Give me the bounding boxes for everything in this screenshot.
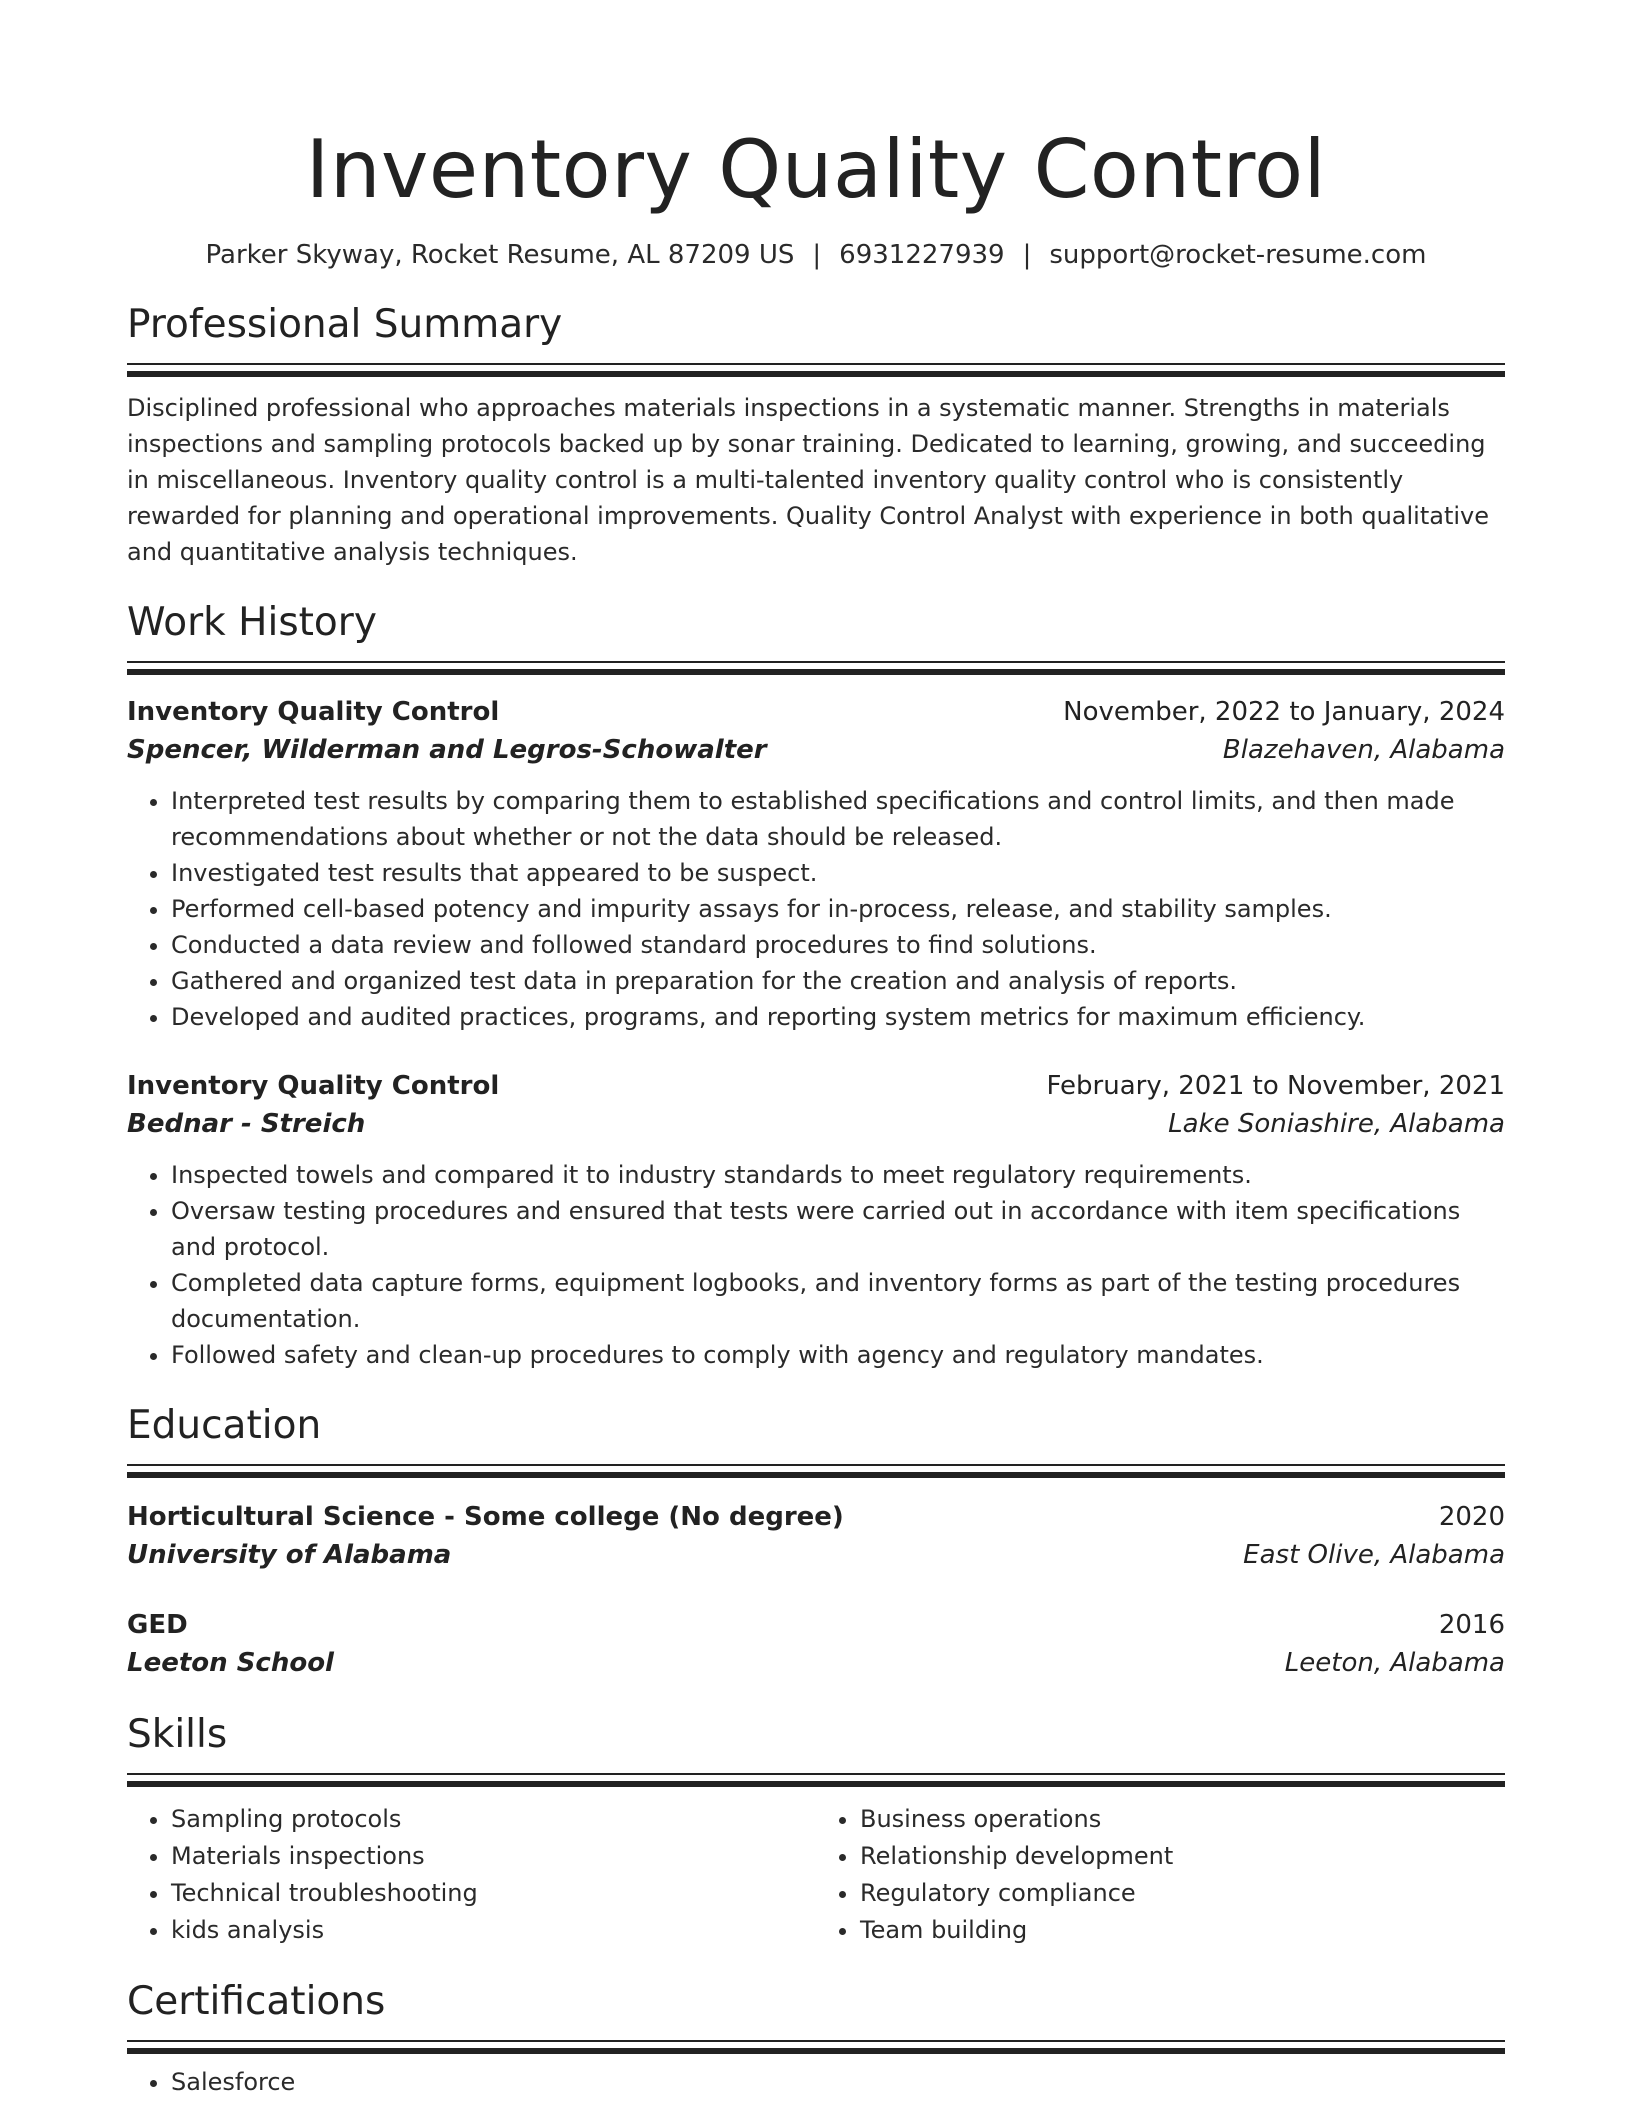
job-dates: November, 2022 to January, 2024: [1063, 697, 1505, 727]
job-bullet: • Performed cell-based potency and impurity assays for in-process, release, and stability samples.: [171, 891, 1505, 927]
job-bullet: • Conducted a data review and followed standard procedures to find solutions.: [171, 927, 1505, 963]
education-year: 2016: [1438, 1610, 1505, 1640]
education-degree: GED: [127, 1610, 188, 1640]
job-bullet: • Gathered and organized test data in preparation for the creation and analysis of reports.: [171, 963, 1505, 999]
section-divider: [127, 2040, 1505, 2054]
education-section: [127, 1401, 1505, 1682]
job-bullet: • Oversaw testing procedures and ensured that tests were carried out in accordance with item specifications and protocol.: [171, 1193, 1505, 1265]
job-company: Bednar - Streich: [127, 1109, 366, 1139]
job-bullet: • Followed safety and clean-up procedures to comply with agency and regulatory mandates.: [171, 1337, 1505, 1373]
contact-separator: |: [1022, 240, 1032, 270]
job-bullet: • Investigated test results that appeared to be suspect.: [171, 855, 1505, 891]
skill-item: • Business operations: [860, 1801, 1505, 1838]
resume-name: Inventory Quality Control: [305, 123, 1327, 216]
job-location: Lake Soniashire, Alabama: [1168, 1109, 1505, 1139]
job-bullets: [127, 1157, 1505, 1373]
section-divider: [127, 363, 1505, 377]
certifications-heading: Certifications: [127, 1979, 386, 2024]
skill-item: • Materials inspections: [171, 1838, 816, 1875]
job-bullets: [127, 783, 1505, 1035]
education-degree: Horticultural Science - Some college (No degree): [127, 1502, 844, 1532]
summary-heading: Professional Summary: [127, 302, 563, 347]
job-entry: [127, 1067, 1505, 1373]
skills-grid: [127, 1801, 1505, 1949]
certifications-section: [127, 1977, 1505, 2100]
contact-line: [127, 238, 1505, 272]
education-heading: Education: [127, 1403, 322, 1448]
education-entry: [127, 1498, 1505, 1574]
job-bullet: • Inspected towels and compared it to industry standards to meet regulatory requirements.: [171, 1157, 1505, 1193]
job-bullet: • Interpreted test results by comparing them to established specifications and control limits, and then made recommendations about whether or not the data should be released.: [171, 783, 1505, 855]
certifications-list: [127, 2064, 1505, 2100]
job-bullet: • Developed and audited practices, programs, and reporting system metrics for maximum efficiency.: [171, 999, 1505, 1035]
education-location: East Olive, Alabama: [1243, 1540, 1505, 1570]
skill-item: • Sampling protocols: [171, 1801, 816, 1838]
section-divider: [127, 1464, 1505, 1478]
job-title: Inventory Quality Control: [127, 697, 500, 727]
job-location: Blazehaven, Alabama: [1222, 735, 1505, 765]
education-school: University of Alabama: [127, 1540, 452, 1570]
contact-phone: 6931227939: [839, 240, 1005, 270]
section-divider: [127, 661, 1505, 675]
skill-item: • Team building: [860, 1912, 1505, 1949]
skill-item: • Technical troubleshooting: [171, 1875, 816, 1912]
skills-section: [127, 1710, 1505, 1949]
summary-section: [127, 300, 1505, 570]
contact-separator: |: [812, 240, 822, 270]
contact-address: Parker Skyway, Rocket Resume, AL 87209 US: [205, 240, 795, 270]
job-company: Spencer, Wilderman and Legros-Schowalter: [127, 735, 767, 765]
job-dates: February, 2021 to November, 2021: [1046, 1071, 1505, 1101]
skills-column-left: [127, 1801, 816, 1949]
skill-item: • Relationship development: [860, 1838, 1505, 1875]
job-bullet: • Completed data capture forms, equipment logbooks, and inventory forms as part of the testing procedures documentation.: [171, 1265, 1505, 1337]
contact-email: support@rocket-resume.com: [1049, 240, 1427, 270]
job-entry: [127, 693, 1505, 1035]
certification-item: • Salesforce: [171, 2064, 1505, 2100]
skill-item: • Regulatory compliance: [860, 1875, 1505, 1912]
skills-column-right: [816, 1801, 1505, 1949]
section-divider: [127, 1773, 1505, 1787]
job-title: Inventory Quality Control: [127, 1071, 500, 1101]
work-history-heading: Work History: [127, 600, 377, 645]
education-entry: [127, 1606, 1505, 1682]
skills-heading: Skills: [127, 1712, 228, 1757]
summary-text: Disciplined professional who approaches materials inspections in a systematic manner. Strengths in materials inspections and sampling protocols backed up by sonar training. Dedicated to learning, growing, and succeeding in miscellaneous. Inventory quality control is a multi-talented inventory quality control who is consistently rewarded for planning and operational improvements. Quality Control Analyst with experience in both qualitative and quantitative analysis techniques.: [127, 394, 1490, 566]
education-school: Leeton School: [127, 1648, 334, 1678]
education-year: 2020: [1438, 1502, 1505, 1532]
education-location: Leeton, Alabama: [1284, 1648, 1505, 1678]
skill-item: • kids analysis: [171, 1912, 816, 1949]
work-history-section: [127, 598, 1505, 1373]
